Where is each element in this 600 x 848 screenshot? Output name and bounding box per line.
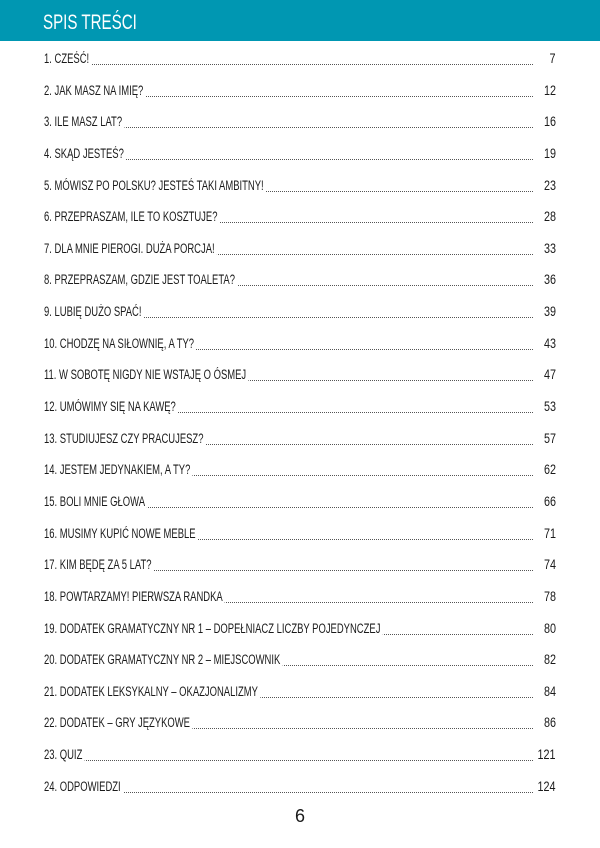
page-number: 6 — [294, 806, 305, 826]
toc-entry[interactable] — [0, 743, 600, 775]
toc-entry-label: 14. JESTEM JEDYNAKIEM, A TY? — [44, 462, 192, 477]
toc-entry-label: 7. DLA MNIE PIEROGI. DUŻA PORCJA! — [44, 241, 217, 256]
toc-entry[interactable] — [0, 47, 600, 79]
table-of-contents — [0, 47, 600, 806]
toc-entry[interactable] — [0, 300, 600, 332]
toc-entry-page: 84 — [543, 683, 556, 699]
toc-entry[interactable] — [0, 427, 600, 459]
toc-entry-page: 62 — [543, 462, 556, 478]
toc-entry-page: 19 — [543, 145, 556, 161]
toc-entry-label: 12. UMÓWIMY SIĘ NA KAWĘ? — [44, 399, 178, 414]
header-band — [0, 0, 600, 41]
toc-entry-page: 86 — [543, 715, 556, 731]
toc-entry-label: 9. LUBIĘ DUŻO SPAĆ! — [44, 304, 144, 319]
toc-entry[interactable] — [0, 775, 600, 807]
toc-entry-label: 24. ODPOWIEDZI — [44, 779, 123, 794]
toc-entry-label: 15. BOLI MNIE GŁOWA — [44, 494, 147, 509]
toc-entry-label: 16. MUSIMY KUPIĆ NOWE MEBLE — [44, 526, 198, 541]
toc-entry-label: 6. PRZEPRASZAM, ILE TO KOSZTUJE? — [44, 209, 220, 224]
toc-entry-label: 4. SKĄD JESTEŚ? — [44, 146, 126, 161]
toc-entry-page: 16 — [543, 114, 556, 130]
toc-entry-label: 22. DODATEK – GRY JĘZYKOWE — [44, 715, 192, 730]
toc-entry[interactable] — [0, 458, 600, 490]
toc-entry[interactable] — [0, 79, 600, 111]
toc-entry[interactable] — [0, 522, 600, 554]
toc-entry-label: 3. ILE MASZ LAT? — [44, 114, 124, 129]
toc-entry-label: 21. DODATEK LEKSYKALNY – OKAZJONALIZMY — [44, 684, 260, 699]
toc-entry-label: 1. CZEŚĆ! — [44, 51, 91, 66]
toc-entry-page: 39 — [543, 304, 556, 320]
toc-entry[interactable] — [0, 711, 600, 743]
toc-entry-label: 23. QUIZ — [44, 747, 84, 762]
toc-entry-page: 12 — [543, 82, 556, 98]
toc-entry-page: 33 — [543, 240, 556, 256]
toc-entry-page: 53 — [543, 399, 556, 415]
toc-entry-page: 36 — [543, 272, 556, 288]
toc-entry-page: 23 — [543, 177, 556, 193]
toc-entry-page: 74 — [543, 557, 556, 573]
toc-entry[interactable] — [0, 553, 600, 585]
toc-entry-page: 43 — [543, 335, 556, 351]
toc-entry-label: 10. CHODZĘ NA SIŁOWNIĘ, A TY? — [44, 336, 196, 351]
toc-entry-page: 121 — [537, 747, 556, 763]
dot-leader — [44, 760, 533, 761]
page-title: SPIS TREŚCI — [43, 11, 137, 34]
toc-entry-label: 18. POWTARZAMY! PIERWSZA RANDKA — [44, 589, 225, 604]
toc-entry-label: 19. DODATEK GRAMATYCZNY NR 1 – DOPEŁNIACZ LICZBY POJEDYNCZEJ — [44, 621, 383, 636]
toc-entry[interactable] — [0, 332, 600, 364]
toc-entry[interactable] — [0, 585, 600, 617]
toc-entry[interactable] — [0, 142, 600, 174]
toc-entry[interactable] — [0, 395, 600, 427]
toc-entry[interactable] — [0, 617, 600, 649]
toc-entry-page: 78 — [543, 588, 556, 604]
toc-entry-label: 2. JAK MASZ NA IMIĘ? — [44, 83, 145, 98]
toc-entry[interactable] — [0, 268, 600, 300]
toc-entry-page: 124 — [537, 778, 556, 794]
toc-entry-page: 71 — [543, 525, 556, 541]
toc-entry[interactable] — [0, 363, 600, 395]
toc-entry[interactable] — [0, 680, 600, 712]
toc-entry-label: 5. MÓWISZ PO POLSKU? JESTEŚ TAKI AMBITNY! — [44, 178, 266, 193]
toc-entry-page: 28 — [543, 209, 556, 225]
toc-entry[interactable] — [0, 174, 600, 206]
toc-entry-label: 13. STUDIUJESZ CZY PRACUJESZ? — [44, 431, 206, 446]
toc-entry[interactable] — [0, 648, 600, 680]
toc-entry[interactable] — [0, 490, 600, 522]
toc-entry-label: 8. PRZEPRASZAM, GDZIE JEST TOALETA? — [44, 272, 237, 287]
toc-entry[interactable] — [0, 110, 600, 142]
toc-entry-label: 20. DODATEK GRAMATYCZNY NR 2 – MIEJSCOWNIK — [44, 652, 282, 667]
toc-entry-page: 7 — [549, 51, 556, 66]
toc-entry-page: 57 — [543, 430, 556, 446]
toc-entry-page: 82 — [543, 652, 556, 668]
toc-entry-page: 66 — [543, 493, 556, 509]
toc-entry-label: 17. KIM BĘDĘ ZA 5 LAT? — [44, 557, 154, 572]
dot-leader — [44, 64, 533, 65]
toc-entry-page: 47 — [543, 367, 556, 383]
toc-entry-page: 80 — [543, 620, 556, 636]
toc-entry[interactable] — [0, 205, 600, 237]
toc-entry[interactable] — [0, 237, 600, 269]
toc-entry-label: 11. W SOBOTĘ NIGDY NIE WSTAJĘ O ÓSMEJ — [44, 367, 248, 382]
